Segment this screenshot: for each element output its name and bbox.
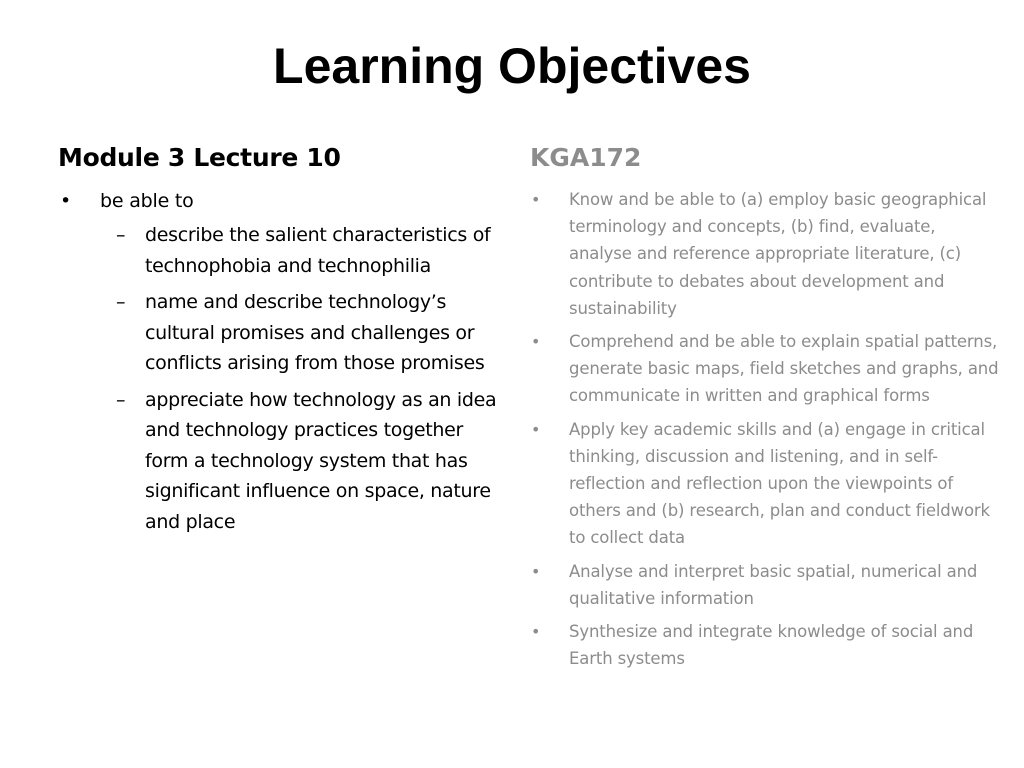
sub-list-item-text: name and describe technology’s cultural promises and challenges or conflicts arising from those promises [145, 291, 485, 374]
bullet-icon: • [60, 190, 72, 212]
bullet-icon: • [531, 332, 541, 352]
bullet-icon: • [531, 622, 541, 642]
sub-list-item-text: appreciate how technology as an idea and technology practices together form a technology system that has significant influence on space, nature and place [145, 388, 497, 533]
list-item-text: be able to [100, 190, 194, 212]
sub-list-item [100, 287, 498, 379]
list-item [530, 558, 1000, 612]
list-item [58, 186, 498, 537]
list-item-text: Analyse and interpret basic spatial, numerical and qualitative information [569, 561, 978, 608]
dash-icon: – [116, 388, 126, 411]
sub-list [100, 220, 498, 537]
list-item [530, 186, 1000, 322]
sub-list-item [100, 220, 498, 281]
sub-list-item [100, 385, 498, 538]
bullet-icon: • [531, 561, 541, 581]
left-objectives-list [58, 186, 498, 537]
list-item [530, 328, 1000, 410]
left-column [58, 140, 498, 543]
dash-icon: – [116, 291, 126, 313]
right-objectives-list [530, 186, 1000, 672]
list-item-text: Synthesize and integrate knowledge of social and Earth systems [569, 622, 974, 669]
bullet-icon: • [531, 419, 541, 439]
slide-title: Learning Objectives [273, 38, 751, 94]
right-column [530, 140, 1000, 678]
dash-icon: – [116, 224, 126, 246]
list-item-text: Comprehend and be able to explain spatial patterns, generate basic maps, field sketches and graphs, and communicate in written and graphical forms [569, 332, 999, 406]
list-item [530, 416, 1000, 552]
left-column-heading: Module 3 Lecture 10 [58, 143, 341, 172]
list-item-text: Apply key academic skills and (a) engage in critical thinking, discussion and listening, and in self-reflection and reflection upon the viewpoints of others and (b) research, plan and conduct fieldwork to collect data [569, 419, 990, 548]
sub-list-item-text: describe the salient characteristics of technophobia and technophilia [145, 224, 491, 277]
list-item-text: Know and be able to (a) employ basic geographical terminology and concepts, (b) find, evaluate, analyse and reference appropriate literature, (c) contribute to debates about development and sustainability [569, 190, 987, 318]
bullet-icon: • [531, 190, 541, 209]
right-column-heading: KGA172 [530, 143, 642, 172]
list-item [530, 618, 1000, 672]
